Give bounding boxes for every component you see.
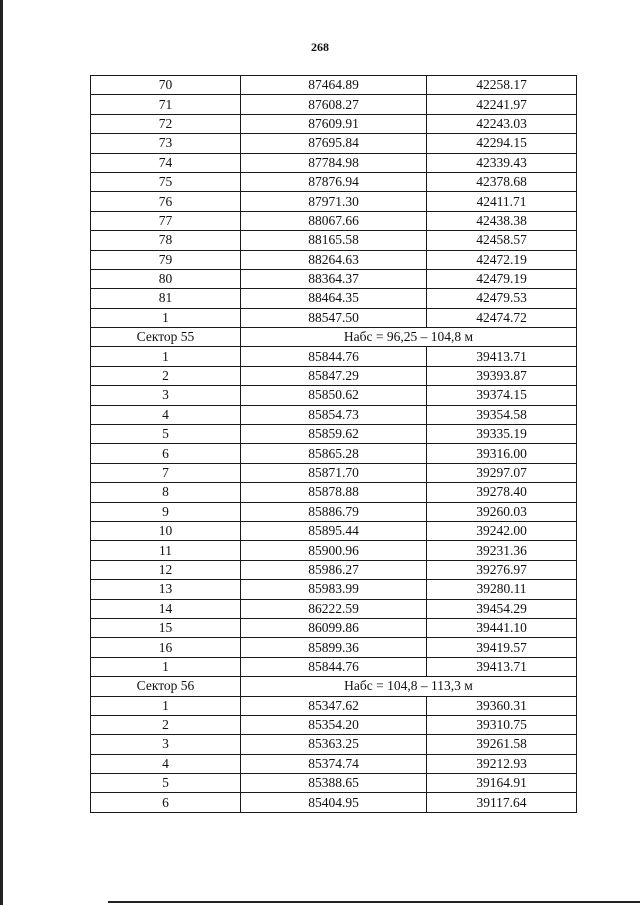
table-row	[91, 521, 577, 540]
point-number: 14	[91, 599, 241, 618]
coordinate-x: 88067.66	[241, 211, 427, 230]
table-row	[91, 405, 577, 424]
table-row	[91, 192, 577, 211]
coordinate-x: 86222.59	[241, 599, 427, 618]
coordinate-y: 39310.75	[427, 715, 577, 734]
point-number: 70	[91, 76, 241, 95]
table-row	[91, 483, 577, 502]
table-row	[91, 231, 577, 250]
point-number: 75	[91, 172, 241, 191]
scan-edge-bottom	[108, 901, 640, 903]
coordinate-y: 39242.00	[427, 521, 577, 540]
point-number: 3	[91, 386, 241, 405]
coordinate-y: 42243.03	[427, 114, 577, 133]
table-row	[91, 114, 577, 133]
coordinate-y: 39276.97	[427, 560, 577, 579]
point-number: 16	[91, 638, 241, 657]
point-number: 3	[91, 735, 241, 754]
coordinate-y: 39278.40	[427, 483, 577, 502]
coordinate-x: 85363.25	[241, 735, 427, 754]
coordinate-x: 85983.99	[241, 580, 427, 599]
table-row	[91, 618, 577, 637]
table-row	[91, 735, 577, 754]
table-row	[91, 774, 577, 793]
table-row	[91, 95, 577, 114]
coordinate-x: 88165.58	[241, 231, 427, 250]
point-number: 6	[91, 444, 241, 463]
coordinate-x: 85374.74	[241, 754, 427, 773]
coordinate-y: 39316.00	[427, 444, 577, 463]
coordinate-y: 39454.29	[427, 599, 577, 618]
coordinate-x: 85886.79	[241, 502, 427, 521]
table-row	[91, 76, 577, 95]
table-row	[91, 153, 577, 172]
coordinate-y: 42458.57	[427, 231, 577, 250]
point-number: 8	[91, 483, 241, 502]
point-number: 1	[91, 308, 241, 327]
coordinate-y: 42241.97	[427, 95, 577, 114]
coordinate-y: 39335.19	[427, 425, 577, 444]
table-row	[91, 308, 577, 327]
coordinate-x: 88264.63	[241, 250, 427, 269]
point-number: 79	[91, 250, 241, 269]
coordinate-x: 85347.62	[241, 696, 427, 715]
sector-header-row	[91, 677, 577, 696]
coordinate-x: 85844.76	[241, 657, 427, 676]
coordinate-y: 42474.72	[427, 308, 577, 327]
coordinate-y: 39261.58	[427, 735, 577, 754]
table-row	[91, 696, 577, 715]
point-number: 4	[91, 405, 241, 424]
table-row	[91, 657, 577, 676]
coordinate-y: 39231.36	[427, 541, 577, 560]
table-row	[91, 444, 577, 463]
coordinate-x: 87695.84	[241, 134, 427, 153]
table-row	[91, 386, 577, 405]
coordinate-x: 87608.27	[241, 95, 427, 114]
coordinate-x: 85899.36	[241, 638, 427, 657]
coordinate-y: 39413.71	[427, 657, 577, 676]
coordinate-x: 85844.76	[241, 347, 427, 366]
coordinate-x: 85859.62	[241, 425, 427, 444]
sector-label: Сектор 56	[91, 677, 241, 696]
table-row	[91, 638, 577, 657]
coordinate-x: 85900.96	[241, 541, 427, 560]
coordinate-x: 88547.50	[241, 308, 427, 327]
coordinate-x: 85986.27	[241, 560, 427, 579]
point-number: 4	[91, 754, 241, 773]
coordinate-x: 87971.30	[241, 192, 427, 211]
coordinate-y: 39413.71	[427, 347, 577, 366]
point-number: 12	[91, 560, 241, 579]
coordinate-x: 87876.94	[241, 172, 427, 191]
coordinate-y: 39280.11	[427, 580, 577, 599]
coordinate-y: 42479.53	[427, 289, 577, 308]
sector-label: Сектор 55	[91, 328, 241, 347]
coordinate-x: 85871.70	[241, 463, 427, 482]
point-number: 1	[91, 657, 241, 676]
point-number: 5	[91, 425, 241, 444]
point-number: 72	[91, 114, 241, 133]
point-number: 74	[91, 153, 241, 172]
coordinate-y: 39393.87	[427, 366, 577, 385]
page-number: 268	[311, 40, 329, 54]
coordinate-x: 87784.98	[241, 153, 427, 172]
coordinate-y: 39164.91	[427, 774, 577, 793]
point-number: 2	[91, 715, 241, 734]
table-row	[91, 793, 577, 812]
coordinate-x: 88364.37	[241, 269, 427, 288]
coordinates-table	[90, 75, 577, 813]
point-number: 11	[91, 541, 241, 560]
coordinate-y: 39297.07	[427, 463, 577, 482]
coordinate-y: 39374.15	[427, 386, 577, 405]
table-row	[91, 134, 577, 153]
table-row	[91, 715, 577, 734]
coordinate-x: 88464.35	[241, 289, 427, 308]
coordinate-y: 39354.58	[427, 405, 577, 424]
table-row	[91, 347, 577, 366]
coordinate-y: 42339.43	[427, 153, 577, 172]
coordinate-x: 85854.73	[241, 405, 427, 424]
point-number: 78	[91, 231, 241, 250]
point-number: 73	[91, 134, 241, 153]
coordinate-x: 85404.95	[241, 793, 427, 812]
scan-edge-left	[0, 0, 3, 905]
point-number: 77	[91, 211, 241, 230]
point-number: 13	[91, 580, 241, 599]
coordinate-y: 39212.93	[427, 754, 577, 773]
point-number: 1	[91, 347, 241, 366]
coordinate-x: 85895.44	[241, 521, 427, 540]
coordinate-x: 85847.29	[241, 366, 427, 385]
coordinate-y: 39441.10	[427, 618, 577, 637]
table-row	[91, 172, 577, 191]
table-row	[91, 211, 577, 230]
table-row	[91, 580, 577, 599]
coordinate-y: 39419.57	[427, 638, 577, 657]
coordinate-x: 85878.88	[241, 483, 427, 502]
table-row	[91, 463, 577, 482]
coordinate-x: 85388.65	[241, 774, 427, 793]
point-number: 81	[91, 289, 241, 308]
sector-header-row	[91, 328, 577, 347]
coordinate-y: 39260.03	[427, 502, 577, 521]
point-number: 6	[91, 793, 241, 812]
coordinate-y: 42258.17	[427, 76, 577, 95]
point-number: 76	[91, 192, 241, 211]
point-number: 5	[91, 774, 241, 793]
table-row	[91, 425, 577, 444]
coordinate-y: 42472.19	[427, 250, 577, 269]
table-row	[91, 541, 577, 560]
point-number: 15	[91, 618, 241, 637]
table-row	[91, 560, 577, 579]
table-row	[91, 289, 577, 308]
coordinate-y: 42378.68	[427, 172, 577, 191]
coordinate-y: 39360.31	[427, 696, 577, 715]
table-row	[91, 599, 577, 618]
table-row	[91, 754, 577, 773]
table-row	[91, 502, 577, 521]
point-number: 10	[91, 521, 241, 540]
coordinate-x: 87464.89	[241, 76, 427, 95]
sector-height-range: Набс = 96,25 – 104,8 м	[241, 328, 577, 347]
coordinate-y: 42479.19	[427, 269, 577, 288]
coordinate-y: 39117.64	[427, 793, 577, 812]
coordinate-y: 42411.71	[427, 192, 577, 211]
point-number: 2	[91, 366, 241, 385]
point-number: 9	[91, 502, 241, 521]
coordinate-x: 85354.20	[241, 715, 427, 734]
point-number: 71	[91, 95, 241, 114]
coordinate-y: 42438.38	[427, 211, 577, 230]
sector-height-range: Набс = 104,8 – 113,3 м	[241, 677, 577, 696]
point-number: 1	[91, 696, 241, 715]
point-number: 7	[91, 463, 241, 482]
coordinate-y: 42294.15	[427, 134, 577, 153]
table-row	[91, 269, 577, 288]
table-row	[91, 366, 577, 385]
point-number: 80	[91, 269, 241, 288]
coordinate-x: 85865.28	[241, 444, 427, 463]
coordinate-x: 85850.62	[241, 386, 427, 405]
coordinate-x: 86099.86	[241, 618, 427, 637]
coordinates-table-body	[91, 76, 577, 813]
table-row	[91, 250, 577, 269]
coordinate-x: 87609.91	[241, 114, 427, 133]
